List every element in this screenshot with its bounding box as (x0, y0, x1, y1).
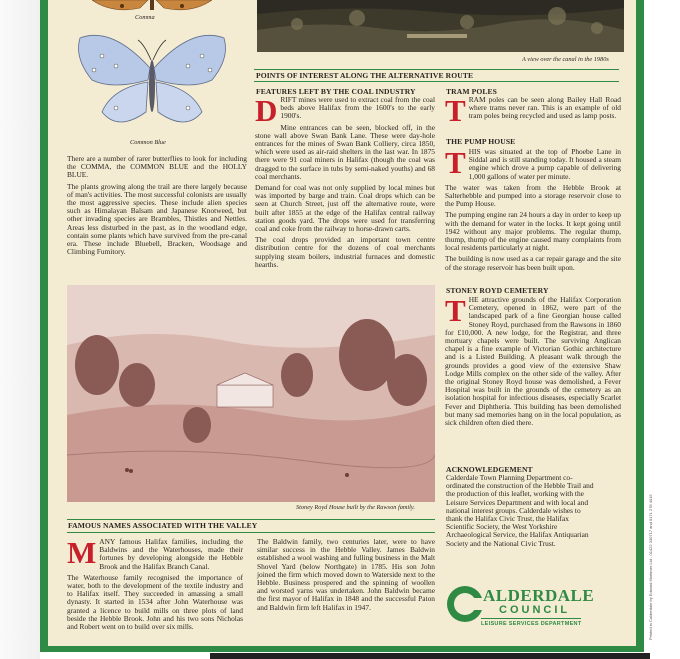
cemetery-dropcap: T (445, 293, 466, 328)
logo-department: LEISURE SERVICES DEPARTMENT (481, 621, 582, 627)
famous-col-2: The Baldwin family, two centuries later, were to have similar success in the Hebble Valley. James Baldwin established a wool washing and fulling business in the Malt Shovel Yard (below Northgate) in 1785. His son John joined the firm which moved down to Waterside next to the Hebble. Business prospered and the spinning of woollen and worsted yarns was undertaken. John Baldwin became the first mayor of Halifax in 1848 and the successful Paton and Baldwin firm left Halifax in 1947. (257, 537, 435, 612)
green-border-left (40, 0, 48, 652)
printer-imprint: Printed in Calderdale by Edward Mortimer Ltd - 01422 330717 and 0171 278 4015 (648, 494, 653, 640)
logo-council: COUNCIL (499, 604, 571, 616)
tram-heading: TRAM POLES (446, 87, 497, 96)
logo-rule (481, 618, 581, 619)
canal-view-caption: A view over the canal in the 1980s (522, 56, 609, 63)
pump-text (445, 145, 621, 275)
cemetery-lead: HE attractive grounds of the Halifax Corporation Cemetery, opened in 1862, were part of the landscaped park of a fine Georgian house called Stoney Royd, purchased from the Rawsons in 1860 for £10,000. A new lodge, for the Registrar, and three mortuary chapels were built. The surviving Anglican chapel is a fine example of Victorian Gothic architecture and is a Listed Building. A pleasant walk through the grounds provides a good view of the extensive Shaw Lodge Mills complex on the other side of the valley. After the original Stoney Royd house was demolished, a Fever Hospital was built in the grounds of the cemetery as an isolation hospital for infectious diseases, especially Scarlet Fever and Diphtheria. This building has been demolished but many sad memories hang on in the local population, as sick children often died there. (445, 295, 621, 428)
coal-text (255, 93, 435, 272)
pump-heading: THE PUMP HOUSE (446, 137, 516, 146)
coal-lead: RIFT mines were used to extract coal from the coal beds above Halifax from the 1600's to the early 1900's. (280, 95, 435, 121)
ack-heading: ACKNOWLEDGEMENT (446, 465, 533, 474)
famous-para-2: The Waterhouse family recognised the importance of water, both to the development of the textile industry and to Halifax itself. They succeeded in amassing a small dynasty. It started in 1534 after John Waterhouse was granted a licence to build mills on three plots of land beside the Hebble Brook. John and his two sons Nicholas and Robert went on to build over six mills. (67, 572, 243, 632)
page-margin (0, 0, 40, 659)
green-border-right (636, 0, 644, 652)
points-of-interest-heading: POINTS OF INTEREST ALONG THE ALTERNATIVE ROUTE (256, 71, 474, 80)
coal-para-1: Mine entrances can be seen, blocked off, in the stone wall above Swan Bank Lane. These were day-hole entrances for the mines of Swan Bank Colliery, circa 1850, which were used as air-raid shelters in the last war. In 1875 there were 91 coal miners in Halifax (though the coal was dragged to the surface in tubs by semi-naked youths) and 68 coal merchants. (255, 122, 435, 181)
famous-heading: FAMOUS NAMES ASSOCIATED WITH THE VALLEY (68, 521, 258, 530)
coal-heading: FEATURES LEFT BY THE COAL INDUSTRY (256, 87, 416, 96)
plants-para: The plants growing along the trail are there largely because of man's activities. The most successful colonists are usually the most aggressive species. These include alien species such as Himalayan Balsam and Japanese Knotweed, but other invading species are Brambles, Thistles and Nettles. Areas less disturbed in the past, as in the woodland edge, contain some plants which have survived from the pre-canal era. These include Bluebell, Bracken, Woodsage and Climbing Fumitory. (67, 181, 247, 257)
comma-caption: Comma (135, 14, 155, 21)
points-rule-bottom (254, 81, 619, 82)
coal-para-2: Demand for coal was not only supplied by local mines but was imported by barge and train. Coal drops which can be seen at Church Street, just off the alternative route, were built after 1855 at the edge of the Halifax central railway station goods yard. The drops were used for transferring coal and coke from the railway to horse-drawn carts. (255, 183, 435, 234)
calderdale-council-logo (445, 584, 595, 632)
pump-para-3: The building is now used as a car repair garage and the site of the storage reservoir has been built upon. (445, 254, 621, 272)
tram-lead: RAM poles can be seen along Bailey Hall Road where trams never ran. This is an example of old tram poles being recycled and used as lamp posts. (468, 95, 621, 121)
bottom-bar (210, 653, 650, 659)
tram-text (445, 93, 621, 128)
pump-para-1: The water was taken from the Hebble Brook at Salterhebble and pumped into a storage reservoir close to the Pump House. (445, 182, 621, 209)
pump-dropcap: T (445, 145, 466, 180)
famous-rule-bottom (67, 532, 435, 533)
common-blue-butterfly-illustration (72, 28, 232, 138)
logo-name: ALDERDALE (483, 586, 595, 605)
logo-emblem-icon (445, 584, 485, 624)
coal-para-3: The coal drops provided an important town centre distribution centre for the dozens of coal merchants supplying steam boilers, industrial furnaces and domestic hearths. (255, 235, 435, 269)
points-rule-top (254, 69, 619, 70)
canal-view-photo (257, 0, 624, 52)
pump-para-2: The pumping engine ran 24 hours a day in order to keep up with the demand for water in the locks. It kept going until 1942 without any major problems. The regular thump, thump, thump of the engine caused many complaints from local residents particularly at night. (445, 210, 621, 253)
ack-text: Calderdale Town Planning Department co-ordinated the construction of the Hebble Trail and the production of this leaflet, working with the Leisure Services Department and with local and national interest groups. Calderdale wishes to thank the Halifax Civic Trust, the Halifax Scientific Society, the West Yorkshire Archaeological Service, the Halifax Antiquarian Society and the National Civic Trust. (446, 473, 594, 548)
coal-dropcap: D (255, 93, 278, 128)
famous-lead: ANY famous Halifax families, including the Baldwins and the Waterhouses, made their fortunes by developing alongside the Hebble Brook and the Halifax Branch Canal. (99, 537, 243, 571)
cemetery-heading: STONEY ROYD CEMETERY (446, 286, 549, 295)
tram-dropcap: T (445, 93, 466, 128)
famous-rule-top (67, 519, 435, 520)
famous-col-1 (67, 535, 243, 634)
stoney-royd-house-engraving (67, 285, 435, 502)
famous-dropcap: M (67, 535, 97, 570)
stoney-royd-caption: Stoney Royd House built by the Rawson family. (296, 504, 415, 511)
cemetery-text (445, 293, 621, 430)
pump-lead: HIS was situated at the top of Phoebe Lane in Siddal and is still standing today. It housed a steam engine which drove a pump capable of delivering 1,000 gallons of water per minute. (468, 147, 621, 181)
green-border-bottom (40, 646, 644, 652)
common-blue-caption: Common Blue (130, 139, 166, 146)
butterflies-text (67, 155, 247, 259)
butterflies-para-1: There are a number of rarer butterflies to look for including the COMMA, the COMMON BLUE and the HOLLY BLUE. (67, 154, 247, 180)
